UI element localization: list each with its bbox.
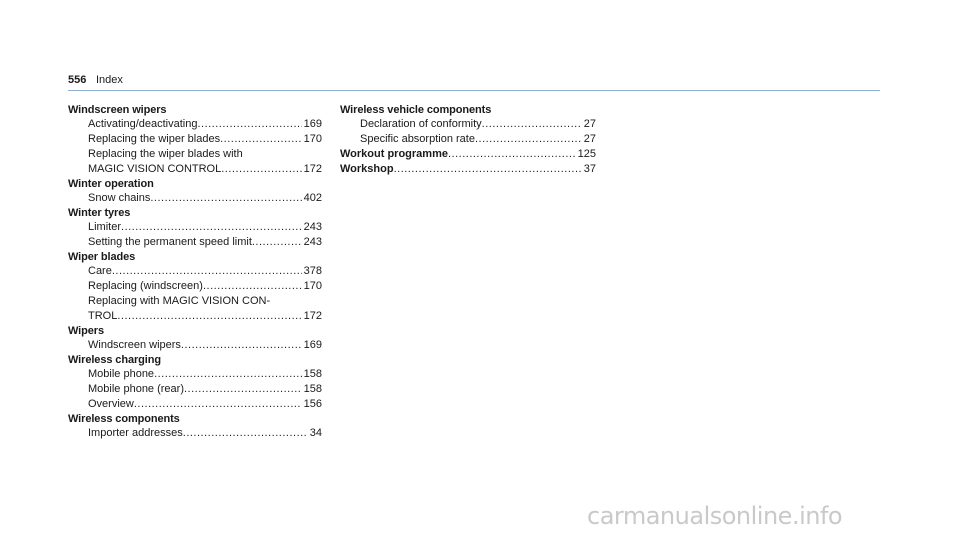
leader-dots	[475, 132, 582, 147]
entry-text: Mobile phone (rear)	[88, 383, 184, 395]
entry-page: 243	[303, 236, 322, 248]
index-term: Workout programme	[340, 148, 448, 160]
entry-page: 37	[583, 163, 596, 175]
entry-text: Replacing the wiper blades	[88, 133, 221, 145]
index-entry	[68, 338, 322, 353]
index-entry	[68, 309, 322, 324]
entry-text: Mobile phone	[88, 368, 155, 380]
index-entry	[68, 235, 322, 250]
entry-page: 125	[577, 148, 596, 160]
entry-text: Replacing with MAGIC VISION CON-	[88, 295, 271, 307]
index-entry	[68, 162, 322, 177]
index-column-left	[68, 103, 322, 441]
entry-text: Care	[88, 265, 112, 277]
entry-text: Declaration of conformity	[360, 118, 482, 130]
index-entry	[68, 117, 322, 132]
leader-dots	[184, 382, 302, 397]
index-entry	[340, 117, 596, 132]
entry-page: 169	[303, 339, 322, 351]
page-number: 556	[68, 74, 87, 86]
leader-dots	[183, 426, 308, 441]
entry-text: Importer addresses	[88, 427, 183, 439]
entry-page: 158	[303, 383, 322, 395]
leader-dots	[448, 147, 576, 162]
leader-dots	[482, 117, 582, 132]
index-entry	[68, 191, 322, 206]
page-header	[68, 74, 880, 91]
entry-text: Activating/deactivating	[88, 118, 198, 130]
index-term: Wireless vehicle components	[340, 104, 492, 116]
entry-page: 34	[309, 427, 322, 439]
index-entry	[68, 367, 322, 382]
section-label: Index	[96, 74, 123, 86]
entry-page: 169	[303, 118, 322, 130]
index-entry	[68, 382, 322, 397]
entry-text: Replacing (windscreen)	[88, 280, 203, 292]
index-entry	[340, 132, 596, 147]
entry-text: Specific absorption rate	[360, 133, 475, 145]
entry-page: 378	[303, 265, 322, 277]
index-entry	[68, 426, 322, 441]
leader-dots	[117, 309, 301, 324]
index-term: Wiper blades	[68, 251, 136, 263]
entry-page: 243	[303, 221, 322, 233]
entry-page: 172	[303, 163, 322, 175]
index-term: Winter operation	[68, 178, 154, 190]
leader-dots	[154, 367, 302, 382]
leader-dots	[181, 338, 302, 353]
entry-page: 158	[303, 368, 322, 380]
leader-dots	[150, 191, 301, 206]
entry-page: 27	[583, 133, 596, 145]
index-entry	[68, 279, 322, 294]
leader-dots	[252, 235, 302, 250]
index-entry	[68, 220, 322, 235]
entry-page: 172	[303, 310, 322, 322]
index-entry	[68, 264, 322, 279]
index-term: Windscreen wipers	[68, 104, 167, 116]
entry-text-continued: TROL	[88, 310, 118, 322]
entry-page: 27	[583, 118, 596, 130]
leader-dots	[221, 162, 301, 177]
entry-page: 402	[303, 192, 322, 204]
leader-dots	[197, 117, 301, 132]
leader-dots	[112, 264, 302, 279]
entry-page: 170	[303, 133, 322, 145]
index-term-with-page	[340, 162, 596, 177]
entry-text: Overview	[88, 398, 134, 410]
entry-text: Snow chains	[88, 192, 151, 204]
index-entry	[68, 397, 322, 412]
index-term: Wipers	[68, 325, 104, 337]
leader-dots	[203, 279, 302, 294]
entry-page: 156	[303, 398, 322, 410]
index-term: Wireless charging	[68, 354, 161, 366]
index-entry	[68, 132, 322, 147]
watermark: carmanualsonline.info	[587, 502, 843, 530]
entry-text: Limiter	[88, 221, 122, 233]
index-column-right	[340, 103, 596, 177]
leader-dots	[121, 220, 302, 235]
index-term: Winter tyres	[68, 207, 131, 219]
entry-text: Windscreen wipers	[88, 339, 181, 351]
leader-dots	[394, 162, 582, 177]
entry-text: Replacing the wiper blades with	[88, 148, 243, 160]
entry-text: Setting the permanent speed limit	[88, 236, 252, 248]
leader-dots	[220, 132, 302, 147]
index-term: Workshop	[340, 163, 394, 175]
index-term-with-page	[340, 147, 596, 162]
leader-dots	[134, 397, 302, 412]
entry-text-continued: MAGIC VISION CONTROL	[88, 163, 222, 175]
index-term: Wireless components	[68, 413, 180, 425]
entry-page: 170	[303, 280, 322, 292]
